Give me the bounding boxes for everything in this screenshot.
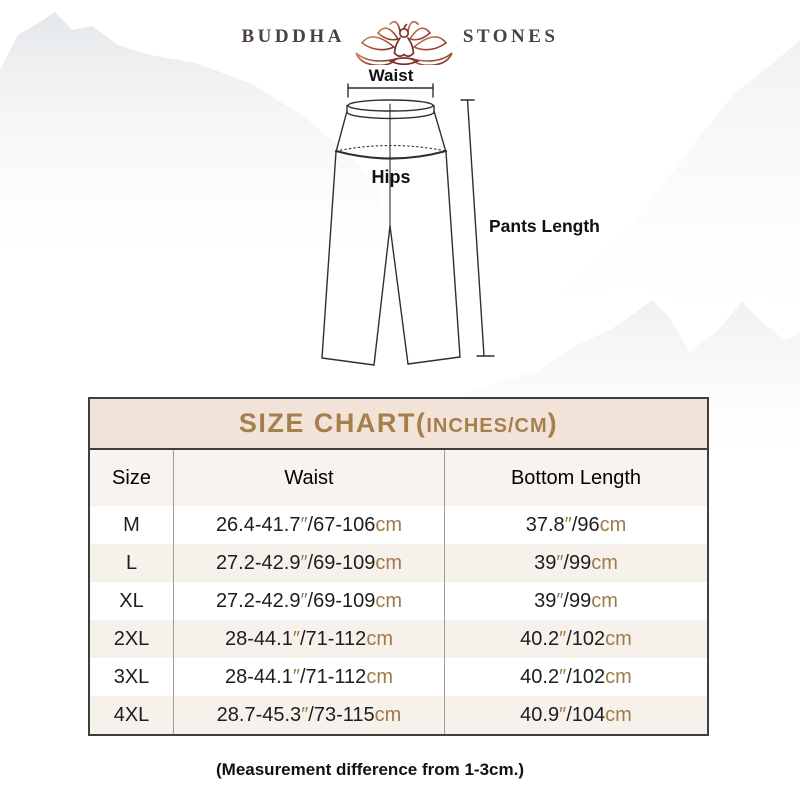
unit-text: cm <box>605 703 632 726</box>
table-row <box>90 620 707 658</box>
size-cell: XL <box>90 582 174 620</box>
value-text: /99 <box>563 589 592 612</box>
table-row <box>90 544 707 582</box>
value-text: /99 <box>563 551 592 574</box>
value-text: 40.2 <box>520 627 560 650</box>
title-segment: ) <box>547 408 559 438</box>
column-header-bottom: Bottom Length <box>510 466 642 489</box>
table-header-row <box>90 450 707 506</box>
value-text: 28.7-45.3 <box>216 703 302 726</box>
unit-text: ″ <box>564 513 572 536</box>
brand-name-right: STONES <box>462 26 559 47</box>
size-chart-title <box>90 399 707 450</box>
unit-text: ″ <box>559 665 567 688</box>
size-cell: M <box>90 506 174 544</box>
size-chart-table <box>88 397 709 736</box>
value-text: 27.2-42.9 <box>215 589 301 612</box>
brand-name-left: BUDDHA <box>241 26 345 47</box>
unit-text: cm <box>605 665 632 688</box>
unit-text: ″ <box>559 627 567 650</box>
column-header-size: Size <box>90 450 174 506</box>
unit-text: cm <box>599 513 627 536</box>
value-text: 40.9 <box>520 703 560 726</box>
unit-text: cm <box>375 513 403 536</box>
value-text: 39 <box>534 589 557 612</box>
unit-text: cm <box>591 551 618 574</box>
waist-cell <box>174 582 445 620</box>
unit-text: ″ <box>559 703 567 726</box>
value-text: 28-44.1 <box>225 665 293 688</box>
measurement-footnote: (Measurement difference from 1-3cm.) <box>216 760 524 779</box>
value-text: /73-115 <box>308 703 375 726</box>
bottom-length-cell <box>445 582 707 620</box>
value-text: /71-112 <box>299 627 367 650</box>
size-cell: L <box>90 544 174 582</box>
unit-text: ″ <box>301 703 309 726</box>
size-cell: 3XL <box>90 658 174 696</box>
value-text: /71-112 <box>299 665 367 688</box>
unit-text: ″ <box>300 589 308 612</box>
unit-text: cm <box>366 665 393 688</box>
bottom-length-cell <box>445 620 707 658</box>
waist-cell <box>174 696 445 734</box>
hips-diagram-label: Hips <box>371 167 411 187</box>
value-text: 26.4-41.7 <box>215 513 301 536</box>
title-segment: INCHES/CM <box>426 415 548 437</box>
size-cell: 2XL <box>90 620 174 658</box>
value-text: 40.2 <box>520 665 560 688</box>
value-text: 37.8 <box>525 513 565 536</box>
value-text: /67-106 <box>307 513 376 536</box>
value-text: /102 <box>566 665 606 688</box>
waist-cell <box>174 544 445 582</box>
pants-measurement-diagram <box>300 55 610 390</box>
table-row <box>90 696 707 734</box>
column-header-waist: Waist <box>174 450 445 506</box>
unit-text: ″ <box>292 627 300 650</box>
unit-text: cm <box>374 703 402 726</box>
value-text: 28-44.1 <box>225 627 293 650</box>
unit-text: cm <box>375 589 403 612</box>
bottom-length-cell <box>445 658 707 696</box>
title-segment: SIZE CHART( <box>238 408 427 438</box>
waist-cell <box>174 620 445 658</box>
table-row <box>90 582 707 620</box>
bottom-length-cell <box>445 544 707 582</box>
table-row <box>90 506 707 544</box>
size-cell: 4XL <box>90 696 174 734</box>
value-text: /104 <box>566 703 606 726</box>
unit-text: cm <box>366 627 393 650</box>
value-text: /102 <box>566 627 606 650</box>
pants-length-diagram-label: Pants Length <box>489 216 600 236</box>
unit-text: ″ <box>556 589 564 612</box>
unit-text: ″ <box>300 551 308 574</box>
unit-text: cm <box>605 627 632 650</box>
value-text: 27.2-42.9 <box>215 551 301 574</box>
bottom-length-cell <box>445 506 707 544</box>
value-text: /69-109 <box>307 551 376 574</box>
size-table-body <box>90 506 707 734</box>
unit-text: cm <box>375 551 403 574</box>
waist-diagram-label: Waist <box>368 66 414 85</box>
bottom-length-cell <box>445 696 707 734</box>
unit-text: cm <box>591 589 618 612</box>
unit-text: ″ <box>300 513 308 536</box>
value-text: 39 <box>534 551 557 574</box>
unit-text: ″ <box>292 665 300 688</box>
value-text: /96 <box>571 513 600 536</box>
waist-cell <box>174 506 445 544</box>
table-row <box>90 658 707 696</box>
value-text: /69-109 <box>307 589 376 612</box>
waist-cell <box>174 658 445 696</box>
unit-text: ″ <box>556 551 564 574</box>
